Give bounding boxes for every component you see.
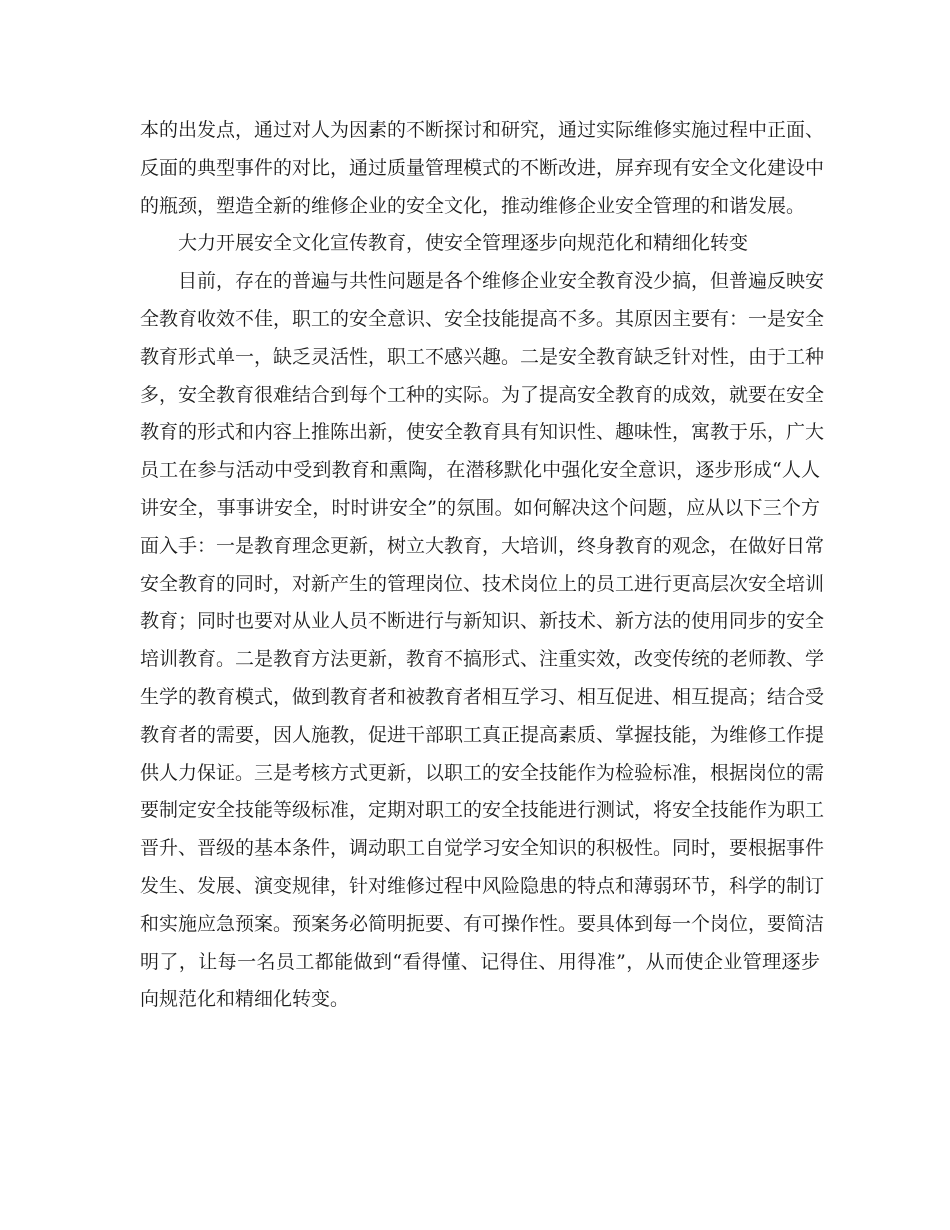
text-line: 反面的典型事件的对比，通过质量管理模式的不断改进，屏弃现有安全文化建设中 (140, 156, 825, 179)
text-line: 教育形式单一，缺乏灵活性，职工不感兴趣。二是安全教育缺乏针对性，由于工种 (140, 345, 825, 368)
text-line: 发生、发展、演变规律，针对维修过程中风险隐患的特点和薄弱环节，科学的制订 (140, 874, 825, 897)
text-line: 面入手：一是教育理念更新，树立大教育，大培训，终身教育的观念，在做好日常 (140, 534, 825, 557)
text-line: 生学的教育模式，做到教育者和被教育者相互学习、相互促进、相互提高；结合受 (140, 685, 825, 708)
text-line: 安全教育的同时，对新产生的管理岗位、技术岗位上的员工进行更高层次安全培训 (140, 572, 825, 595)
text-line: 目前，存在的普遍与共性问题是各个维修企业安全教育没少搞，但普遍反映安 (178, 270, 825, 293)
text-line: 向规范化和精细化转变。 (140, 988, 350, 1011)
text-line: 晋升、晋级的基本条件，调动职工自觉学习安全知识的积极性。同时，要根据事件 (140, 837, 825, 860)
text-line: 的瓶颈，塑造全新的维修企业的安全文化，推动维修企业安全管理的和谐发展。 (140, 194, 806, 217)
text-line: 和实施应急预案。预案务必简明扼要、有可操作性。要具体到每一个岗位，要简洁 (140, 912, 825, 935)
text-line: 教育者的需要，因人施教，促进干部职工真正提高素质、掌握技能，为维修工作提 (140, 723, 825, 746)
document-body (140, 112, 825, 1019)
text-line: 培训教育。二是教育方法更新，教育不搞形式、注重实效，改变传统的老师教、学 (140, 648, 825, 671)
text-line: 员工在参与活动中受到教育和熏陶，在潜移默化中强化安全意识，逐步形成“人人 (140, 459, 820, 482)
text-line: 多，安全教育很难结合到每个工种的实际。为了提高安全教育的成效，就要在安全 (140, 383, 825, 406)
section-heading: 大力开展安全文化宣传教育，使安全管理逐步向规范化和精细化转变 (178, 232, 749, 255)
text-line: 本的出发点，通过对人为因素的不断探讨和研究，通过实际维修实施过程中正面、 (140, 119, 825, 141)
text-line: 供人力保证。三是考核方式更新，以职工的安全技能作为检验标准，根据岗位的需 (140, 761, 825, 784)
text-line: 教育的形式和内容上推陈出新，使安全教育具有知识性、趣味性，寓教于乐，广大 (140, 421, 825, 444)
text-line: 明了，让每一名员工都能做到“看得懂、记得住、用得准”，从而使企业管理逐步 (140, 950, 820, 973)
text-line: 讲安全，事事讲安全，时时讲安全”的氛围。如何解决这个问题，应从以下三个方 (140, 496, 820, 519)
text-line: 教育；同时也要对从业人员不断进行与新知识、新技术、新方法的使用同步的安全 (140, 610, 825, 633)
text-line: 要制定安全技能等级标准，定期对职工的安全技能进行测试，将安全技能作为职工 (140, 799, 825, 822)
text-line: 全教育收效不佳，职工的安全意识、安全技能提高不多。其原因主要有：一是安全 (140, 307, 825, 330)
